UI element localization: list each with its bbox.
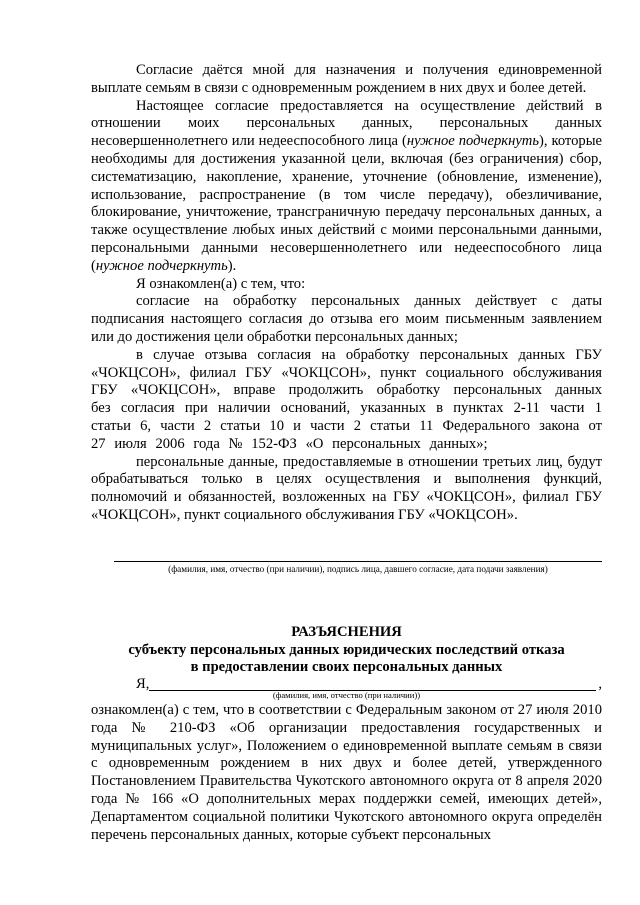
ya-label: Я, [136, 676, 150, 692]
acknowledgement-intro: Я ознакомлен(а) с тем, что: [136, 275, 306, 292]
consent-scope-text-b: ), которые необходимы для достижения указанной цели, включая (без ограничения) сбор, систематизацию, накопление, хранение, уточнение (обновление, изменение), использование, распространение (в том числе передачу), обезличивание, блокирование, уничтожение, трансграничную передачу персональных данных, а также осуществление любых иных действий с моими персональными данными, персональными данными несовершеннолетнего или недееспособного лица ( [91, 133, 602, 274]
full-name-caption: (фамилия, имя, отчество (при наличии)) [272, 690, 421, 700]
consent-scope-paragraph [91, 98, 602, 276]
name-comma: , [598, 676, 602, 692]
consent-scope-note-1: нужное подчеркнуть [406, 133, 539, 150]
third-party-data-paragraph: персональные данные, предоставляемые в отношении третьих лиц, будут обрабатываться только в целях осуществления и выполнения функций, полномочий и обязанностей, возложенных на ГБУ «ЧОКЦСОН», филиал ГБУ «ЧОКЦСОН», пункт социального обслуживания ГБУ «ЧОКЦСОН». [91, 453, 602, 523]
explanation-subtitle-line2: в предоставлении своих персональных данных [190, 659, 503, 675]
explanation-title: РАЗЪЯСНЕНИЯ [291, 624, 402, 640]
consent-validity-paragraph: согласие на обработку персональных данных действует с даты подписания настоящего согласия до отзыва его моим письменным заявлением или до достижения цели обработки персональных данных; [91, 293, 602, 345]
consent-purpose-paragraph: Согласие даётся мной для назначения и получения единовременной выплате семьям в связи с одновременным рождением в них двух и более детей. [91, 62, 602, 96]
consent-scope-text-a: Настоящее согласие предоставляется на осуществление действий в отношении моих персональных данных, персональных данных несовершеннолетнего или недееспособного лица ( [91, 97, 602, 150]
consent-scope-note-2: нужное подчеркнуть [95, 257, 228, 274]
signature-line[interactable] [114, 561, 602, 562]
explanation-paragraph: ознакомлен(а) с тем, что в соответствии с Федеральным законом от 27 июля 2010 года № 210-ФЗ «Об организации предоставления государственных и муниципальных услуг», Положением о единовременной выплате семьям в связи с одновременным рождением в них двух и более детей, утвержденного Постановлением Правительства Чукотского автономного округа от 8 апреля 2020 года № 166 «О дополнительных мерах поддержки семей, имеющих детей», Департаментом социальной политики Чукотского автономного округа определён перечень персональных данных, которые субъект персональных [91, 702, 602, 843]
explanation-body [91, 702, 602, 844]
consent-scope-text-c: ). [227, 257, 237, 274]
consent-withdrawal-paragraph: в случае отзыва согласия на обработку персональных данных ГБУ «ЧОКЦСОН», филиал ГБУ «ЧОКЦСОН», пункт социального обслуживания ГБУ «ЧОКЦСОН», вправе продолжить обработку персональных данных без согласия при наличии оснований, указанных в пунктах 2-11 части 1 статьи 6, части 2 статьи 10 и части 2 статьи 11 Федерального закона от 27 июля 2006 года № 152-ФЗ «О персональных данных»; [91, 346, 602, 452]
explanation-subtitle-line1: субъекту персональных данных юридических последствий отказа [128, 642, 565, 658]
consent-body [91, 62, 602, 525]
signature-caption: (фамилия, имя, отчество (при наличии), подпись лица, давшего согласие, дата подачи заявления) [168, 564, 548, 574]
